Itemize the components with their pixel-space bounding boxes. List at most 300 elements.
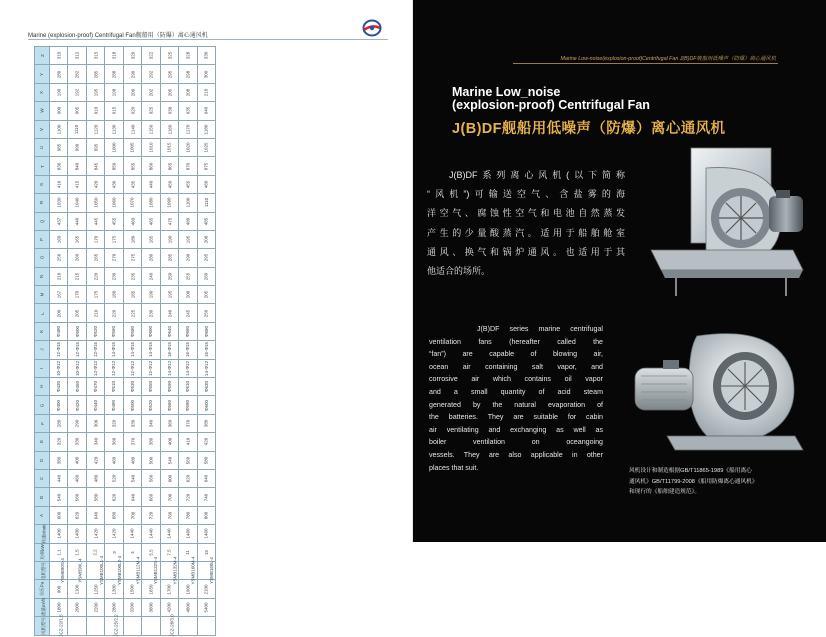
spec-cell: 455	[105, 212, 123, 230]
spec-cell: 14-Φ12	[160, 359, 178, 377]
spec-cell: 420	[86, 451, 104, 469]
spec-cell: 410	[179, 433, 197, 451]
spec-cell: 1500	[123, 580, 141, 598]
spec-cell: 860	[142, 157, 160, 175]
spec-param-label: H	[35, 378, 50, 396]
spec-param-label: E	[35, 433, 50, 451]
spec-cell: 1.1	[50, 543, 68, 561]
spec-cell: 620	[68, 506, 86, 524]
spec-cell: 855	[123, 157, 141, 175]
spec-cell: 330	[68, 433, 86, 451]
spec-cell: 2100	[197, 580, 216, 598]
spec-cell: 3600	[142, 598, 160, 616]
spec-cell: 1120	[86, 120, 104, 138]
spec-param-label: P	[35, 230, 50, 248]
spec-cell: 190	[50, 83, 68, 101]
spec-table-row	[35, 175, 216, 193]
desc-en-line: air ventilating and exchanging as well as	[429, 425, 603, 434]
spec-cell: Φ630	[197, 378, 216, 396]
spec-cell: 1070	[123, 194, 141, 212]
spec-cell	[179, 617, 197, 635]
spec-cell: 11	[179, 543, 197, 561]
spec-cell: 340	[86, 433, 104, 451]
spec-param-label: 功率kW	[35, 543, 50, 561]
spec-cell: 460	[197, 175, 216, 193]
spec-cell: 225	[123, 304, 141, 322]
spec-cell: Φ530	[123, 378, 141, 396]
spec-cell: 195	[179, 230, 197, 248]
spec-cell: 4200	[160, 598, 178, 616]
spec-cell: 935	[179, 102, 197, 120]
spec-cell: 1.5	[68, 543, 86, 561]
spec-cell: 280	[142, 249, 160, 267]
spec-cell: 995	[86, 138, 104, 156]
spec-cell: Φ680	[197, 322, 216, 340]
spec-cell: 255	[179, 267, 197, 285]
spec-cell: 1180	[197, 120, 216, 138]
spec-cell: Φ550	[142, 378, 160, 396]
spec-cell: 180	[105, 286, 123, 304]
desc-cn-line: 产生的少量酸蒸汽。适用于船舶舱室	[427, 227, 625, 238]
spec-cell: 200	[50, 304, 68, 322]
spec-cell: 560	[142, 469, 160, 487]
spec-cell: 4800	[179, 598, 197, 616]
spec-cell: 325	[160, 47, 178, 65]
spec-cell: 915	[105, 102, 123, 120]
spec-table-row	[35, 47, 216, 65]
spec-cell: 1440	[160, 525, 178, 543]
spec-cell: 1460	[179, 525, 197, 543]
spec-cell: YSMB100L1-4	[86, 561, 104, 579]
spec-cell: 940	[197, 102, 216, 120]
spec-cell: 1160	[160, 120, 178, 138]
right-header-rule	[513, 63, 778, 64]
spec-cell: JCZ-28/3.0	[160, 617, 178, 635]
spec-cell: 640	[123, 488, 141, 506]
desc-en-line: boiler ventilation on oceangoing	[429, 438, 603, 447]
spec-cell: 330	[197, 47, 216, 65]
centrifugal-fan-image-top	[631, 138, 821, 308]
desc-cn-line: 通风、换气和锅炉通风。也适用于其	[427, 246, 625, 257]
spec-cell: 1040	[68, 194, 86, 212]
spec-cell: 875	[197, 157, 216, 175]
spec-cell: 167	[50, 286, 68, 304]
spec-cell: 170	[68, 286, 86, 304]
spec-cell: 1060	[105, 194, 123, 212]
desc-en-line: ocean air containing salt vapor, and	[429, 362, 603, 371]
spec-cell: 1080	[142, 194, 160, 212]
spec-cell: 282	[68, 65, 86, 83]
spec-table-row	[35, 433, 216, 451]
spec-cell: 12-Φ15	[50, 341, 68, 359]
spec-cell: 780	[179, 506, 197, 524]
spec-cell: 320	[123, 47, 141, 65]
spec-cell: 15	[197, 543, 216, 561]
spec-cell: 380	[197, 414, 216, 432]
spec-table-row	[35, 83, 216, 101]
spec-cell: 292	[142, 65, 160, 83]
spec-cell: 14-Φ15	[105, 341, 123, 359]
spec-cell: 16-Φ15	[179, 341, 197, 359]
spec-cell: 560	[68, 488, 86, 506]
spec-cell: 280	[50, 65, 68, 83]
spec-cell: 2000	[68, 598, 86, 616]
spec-table-row	[35, 359, 216, 377]
spec-cell: Φ480	[105, 396, 123, 414]
spec-param-label: V	[35, 120, 50, 138]
spec-cell: 230	[142, 304, 160, 322]
desc-en-line: the batteries. They are suitable for cabin	[429, 413, 603, 422]
spec-cell: 1000	[105, 138, 123, 156]
spec-cell: 14-Φ12	[179, 359, 197, 377]
spec-cell: 260	[197, 267, 216, 285]
spec-cell: 16-Φ15	[160, 341, 178, 359]
spec-table-row	[35, 286, 216, 304]
spec-cell: 520	[105, 469, 123, 487]
spec-cell: 200	[197, 230, 216, 248]
spec-cell: Φ560	[160, 396, 178, 414]
spec-table-row	[35, 138, 216, 156]
spec-cell: 620	[179, 469, 197, 487]
centrifugal-fan-image-bottom	[627, 318, 821, 463]
spec-cell: 445	[86, 212, 104, 230]
spec-cell: 328	[179, 47, 197, 65]
spec-cell: 1300	[105, 580, 123, 598]
spec-cell: 195	[160, 286, 178, 304]
spec-cell: 288	[105, 65, 123, 83]
spec-cell: 480	[179, 212, 197, 230]
spec-cell: 1440	[123, 525, 141, 543]
spec-cell: 740	[197, 488, 216, 506]
spec-cell: 990	[68, 138, 86, 156]
spec-cell: 1700	[160, 580, 178, 598]
spec-table-row	[35, 120, 216, 138]
description-cn	[427, 166, 625, 281]
spec-cell: 905	[68, 102, 86, 120]
left-header: Marine (explosion-proof) Centrifugal Fan舰船用（防爆）离心通风机	[28, 33, 208, 39]
desc-en-line: corrosive air which contains oil vapor	[429, 375, 603, 384]
spec-cell: 460	[123, 212, 141, 230]
spec-cell: 450	[160, 175, 178, 193]
spec-cell: 540	[50, 488, 68, 506]
spec-cell: Φ500	[123, 396, 141, 414]
spec-cell: 165	[68, 230, 86, 248]
spec-param-label: J	[35, 341, 50, 359]
spec-cell: 285	[160, 249, 178, 267]
note-line: 和现行的《船舶建造规范》。	[629, 489, 701, 495]
spec-table-row	[35, 212, 216, 230]
spec-cell: 1100	[50, 120, 68, 138]
spec-cell: 7.5	[160, 543, 178, 561]
spec-cell: 192	[68, 83, 86, 101]
spec-table-row	[35, 322, 216, 340]
spec-cell: 1020	[179, 138, 197, 156]
spec-cell: 208	[179, 83, 197, 101]
spec-cell: 440	[50, 469, 68, 487]
spec-cell: 175	[86, 286, 104, 304]
spec-cell: 190	[142, 286, 160, 304]
spec-cell: 870	[179, 157, 197, 175]
spec-cell: 865	[160, 157, 178, 175]
spec-param-label: 风机型号	[35, 617, 50, 635]
spec-cell: 540	[160, 451, 178, 469]
spec-cell: 235	[123, 267, 141, 285]
spec-param-label: G	[35, 396, 50, 414]
spec-cell: 437	[50, 212, 68, 230]
spec-cell: 540	[123, 469, 141, 487]
spec-cell: 415	[68, 175, 86, 193]
spec-cell: 170	[86, 230, 104, 248]
spec-cell: 318	[105, 47, 123, 65]
spec-cell: Φ450	[68, 378, 86, 396]
spec-cell: 285	[86, 65, 104, 83]
spec-table	[34, 46, 216, 636]
spec-param-label: C	[35, 469, 50, 487]
spec-cell: 10-Φ12	[68, 359, 86, 377]
spec-cell: 580	[197, 451, 216, 469]
spec-cell: 1110	[68, 120, 86, 138]
spec-cell: Φ580	[179, 396, 197, 414]
spec-cell: 256	[50, 249, 68, 267]
spec-cell: 900	[50, 580, 68, 598]
spec-cell	[197, 617, 216, 635]
title-cn: J(B)DF舰船用低噪声（防爆）离心通风机	[452, 121, 726, 137]
spec-cell: YSMB90L-4	[68, 561, 86, 579]
spec-param-label: W	[35, 102, 50, 120]
standards-note	[629, 466, 799, 498]
spec-cell: 1650	[142, 580, 160, 598]
spec-table-row	[35, 194, 216, 212]
spec-table-row	[35, 341, 216, 359]
spec-cell: 160	[50, 230, 68, 248]
spec-cell: 175	[105, 230, 123, 248]
spec-cell: Φ560	[105, 322, 123, 340]
spec-cell: 5400	[197, 598, 216, 616]
spec-cell: 190	[160, 230, 178, 248]
spec-cell: 3200	[123, 598, 141, 616]
spec-cell: 1015	[160, 138, 178, 156]
desc-en-line: and a small quantity of acid steam	[429, 387, 603, 396]
spec-table-container	[34, 46, 216, 637]
spec-cell: 320	[105, 414, 123, 432]
spec-cell: 290	[68, 414, 86, 432]
spec-cell: 210	[50, 267, 68, 285]
spec-cell: 580	[86, 488, 104, 506]
spec-cell: 1250	[86, 580, 104, 598]
right-page	[413, 0, 826, 542]
spec-cell: 240	[160, 304, 178, 322]
spec-param-label: I	[35, 359, 50, 377]
spec-cell: 1050	[86, 194, 104, 212]
spec-cell: Φ640	[160, 322, 178, 340]
spec-table-row	[35, 230, 216, 248]
spec-cell: 265	[86, 249, 104, 267]
spec-cell: YSMB160L-4	[197, 561, 216, 579]
spec-cell: 410	[50, 175, 68, 193]
spec-cell: 836	[50, 157, 68, 175]
company-logo-icon	[362, 19, 382, 37]
spec-cell: Φ590	[160, 378, 178, 396]
spec-cell: 420	[197, 433, 216, 451]
spec-cell: 900	[50, 102, 68, 120]
spec-cell: 1090	[160, 194, 178, 212]
spec-cell: 850	[105, 157, 123, 175]
spec-cell: 845	[86, 157, 104, 175]
spec-table-row	[35, 65, 216, 83]
spec-cell: 720	[179, 488, 197, 506]
spec-cell: 1100	[68, 580, 86, 598]
spec-param-label: 全压Pa	[35, 580, 50, 598]
spec-cell: 198	[105, 83, 123, 101]
spec-cell: 300	[197, 65, 216, 83]
desc-en-line: generated by the natural evaporation of	[429, 400, 603, 409]
spec-param-label: 流量m³/h	[35, 598, 50, 616]
spec-table-row	[35, 617, 216, 635]
spec-cell: 700	[123, 506, 141, 524]
spec-cell: 1170	[179, 120, 197, 138]
left-header-rule	[28, 39, 388, 40]
spec-cell: 220	[105, 304, 123, 322]
desc-cn-line: “风机”)可输送空气、含盐雾的海	[427, 189, 625, 200]
spec-cell: Φ660	[179, 322, 197, 340]
spec-cell	[123, 617, 141, 635]
spec-param-label: R	[35, 194, 50, 212]
spec-cell: Φ580	[123, 322, 141, 340]
spec-cell: 3	[105, 543, 123, 561]
spec-cell: 320	[50, 433, 68, 451]
title-en-line1: Marine Low_noise	[452, 85, 561, 99]
spec-cell: JCZ-25/2.2	[105, 617, 123, 635]
spec-cell: 295	[160, 65, 178, 83]
spec-cell: 2800	[105, 598, 123, 616]
spec-cell: Φ600	[197, 396, 216, 414]
spec-param-label: 转速r/min	[35, 525, 50, 543]
spec-param-label: N	[35, 267, 50, 285]
spec-cell: 16-Φ15	[197, 341, 216, 359]
spec-cell: 298	[179, 65, 197, 83]
spec-cell: 360	[160, 414, 178, 432]
spec-table-row	[35, 414, 216, 432]
spec-cell: 360	[105, 433, 123, 451]
spec-cell: Φ520	[86, 322, 104, 340]
spec-cell: 380	[50, 451, 68, 469]
desc-en-line: ventilation fans (hereafter called the	[429, 337, 603, 346]
spec-cell: 485	[197, 212, 216, 230]
spec-cell: 205	[160, 83, 178, 101]
spec-cell: 500	[142, 451, 160, 469]
spec-param-label: L	[35, 304, 50, 322]
spec-cell: 200	[123, 83, 141, 101]
spec-cell: 2.2	[86, 543, 104, 561]
spec-cell: 12-Φ12	[86, 359, 104, 377]
spec-cell: 930	[160, 102, 178, 120]
spec-cell: 250	[160, 267, 178, 285]
spec-cell: 210	[197, 83, 216, 101]
spec-cell: 475	[160, 212, 178, 230]
spec-table-row	[35, 304, 216, 322]
spec-cell: 640	[197, 469, 216, 487]
spec-cell: 370	[179, 414, 197, 432]
spec-cell: 14-Φ12	[197, 359, 216, 377]
desc-en-line: J(B)DF series marine centrifugal	[477, 325, 603, 333]
description-en	[429, 323, 603, 474]
spec-param-label: U	[35, 138, 50, 156]
spec-cell: 420	[86, 175, 104, 193]
spec-cell: 460	[105, 451, 123, 469]
spec-cell: 1010	[142, 138, 160, 156]
spec-cell: 1140	[123, 120, 141, 138]
spec-cell: 380	[142, 433, 160, 451]
spec-cell: 620	[105, 488, 123, 506]
spec-cell: 180	[123, 230, 141, 248]
spec-param-label: B	[35, 488, 50, 506]
spec-cell: 435	[123, 175, 141, 193]
spec-cell: 1460	[197, 525, 216, 543]
spec-cell: 400	[68, 451, 86, 469]
spec-table-row	[35, 451, 216, 469]
spec-cell: 640	[86, 506, 104, 524]
desc-en-line: “fan”) are capable of blowing air,	[429, 350, 603, 359]
spec-cell: Φ480	[50, 322, 68, 340]
spec-table-row	[35, 157, 216, 175]
spec-param-label: Z	[35, 47, 50, 65]
spec-cell: 430	[105, 175, 123, 193]
spec-cell: Φ520	[142, 396, 160, 414]
spec-cell: Φ500	[68, 322, 86, 340]
spec-cell: YSMB132S-4	[142, 561, 160, 579]
note-line: 通风机》GB/T11799-2008《船用防爆离心通风机》	[629, 478, 758, 485]
spec-cell: 480	[123, 451, 141, 469]
spec-table-row	[35, 396, 216, 414]
spec-cell: YSMB90S-4	[50, 561, 68, 579]
spec-cell: 600	[50, 506, 68, 524]
spec-cell	[86, 617, 104, 635]
spec-cell: 205	[197, 286, 216, 304]
desc-cn-line: 洋空气、腐蚀性空气和电池自然蒸发	[427, 208, 625, 219]
spec-table-row	[35, 506, 216, 524]
spec-cell: 290	[123, 65, 141, 83]
spec-cell: 660	[142, 488, 160, 506]
spec-cell: 700	[160, 488, 178, 506]
spec-cell: 460	[68, 469, 86, 487]
spec-cell: 10-Φ12	[50, 359, 68, 377]
spec-cell: 315	[86, 47, 104, 65]
spec-cell: 330	[123, 414, 141, 432]
spec-cell: Φ610	[179, 378, 197, 396]
spec-cell: 1420	[105, 525, 123, 543]
spec-cell: 185	[142, 230, 160, 248]
spec-cell: 1100	[179, 194, 197, 212]
spec-table-row	[35, 102, 216, 120]
spec-cell: 12-Φ15	[86, 341, 104, 359]
spec-cell: 465	[142, 212, 160, 230]
right-header: Marine Low-noise(explosion-proof)Centrifugal Fan J(B)DF舰船用低噪声（防爆）离心通风机	[560, 56, 776, 62]
spec-cell: 185	[123, 286, 141, 304]
spec-cell: 920	[123, 102, 141, 120]
title-en-line2: (explosion-proof) Centrifugal Fan	[452, 98, 650, 112]
spec-cell: YSMB112M-4	[123, 561, 141, 579]
spec-cell: 210	[86, 304, 104, 322]
desc-en-line: places that suit.	[429, 463, 479, 472]
spec-cell: 12-Φ15	[68, 341, 86, 359]
spec-cell: 455	[179, 175, 197, 193]
spec-cell: 270	[105, 249, 123, 267]
spec-cell: 1110	[197, 194, 216, 212]
spec-cell: 12-Φ12	[142, 359, 160, 377]
spec-cell: 280	[50, 414, 68, 432]
spec-param-label: X	[35, 83, 50, 101]
spec-cell: 240	[142, 267, 160, 285]
